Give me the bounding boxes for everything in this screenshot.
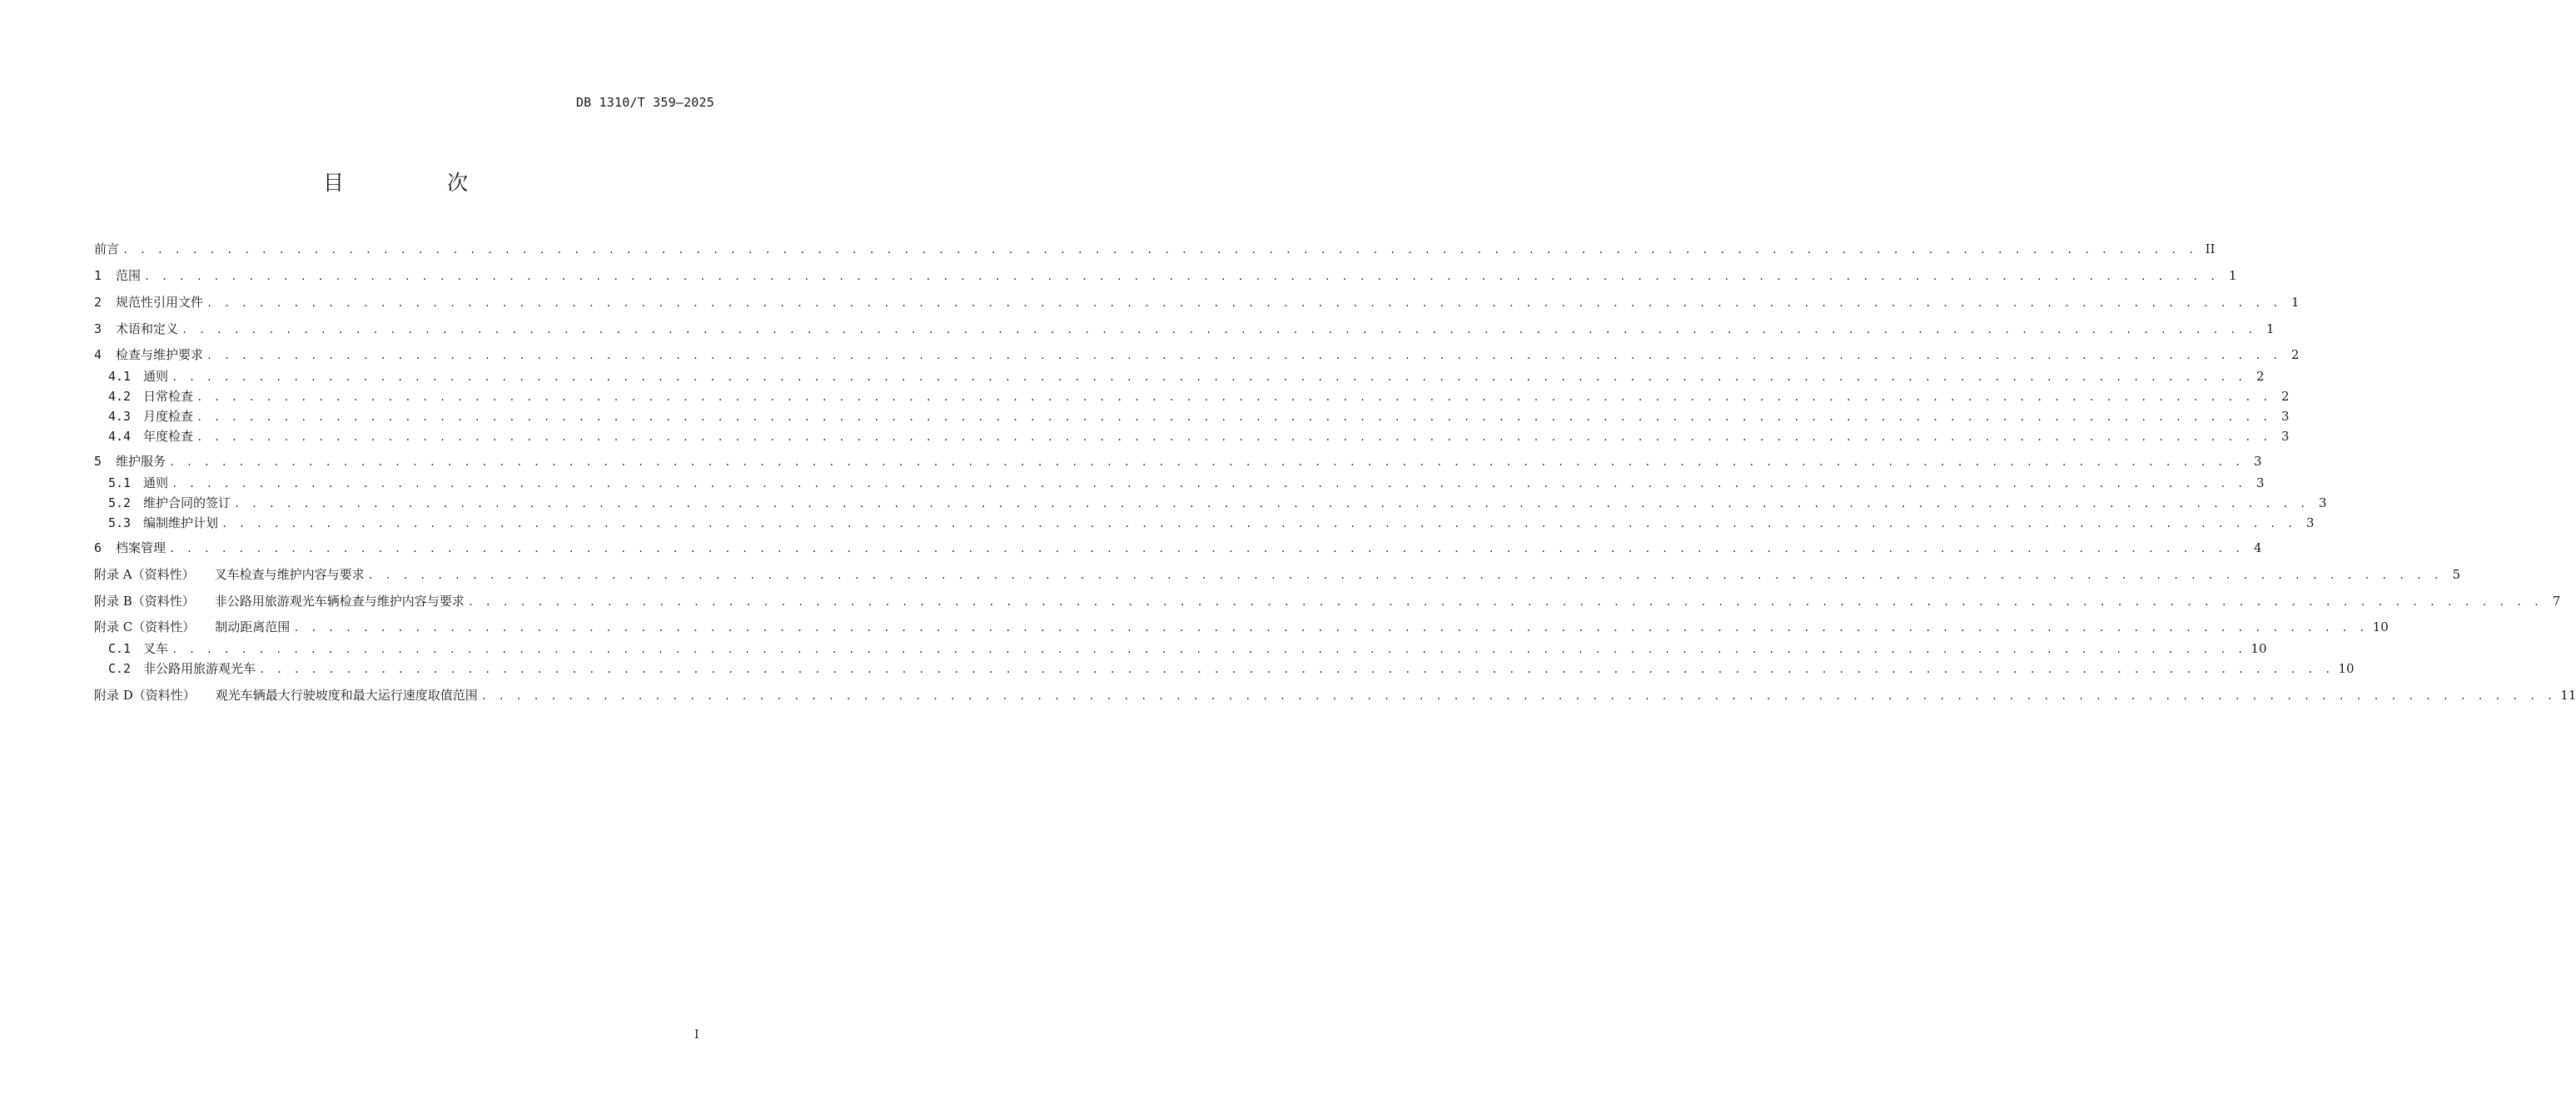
toc-entry[interactable] bbox=[94, 294, 2300, 311]
toc-dot-leader: . . . . . . . . . . . . . . . . . . . . . . . . . . . . . . . . . . . . . . . . . . . . . . . . . . . . . . . . . . . . . . . . . . . . . . . . . . . . . . . . . . . . . . . . . . . . . . . . . . . . . . . . . . . . . . . . . . . . . . . . bbox=[293, 622, 2368, 634]
toc-subentry[interactable] bbox=[108, 495, 2327, 512]
toc-entry-label: 非公路用旅游观光车辆检查与维护内容与要求 bbox=[214, 594, 465, 609]
toc-appendix-prefix: 附录 A（资料性） bbox=[94, 567, 195, 582]
toc-dot-leader: . . . . . . . . . . . . . . . . . . . . . . . . . . . . . . . . . . . . . . . . . . . . . . . . . . . . . . . . . . . . . . . . . . . . . . . . . . . . . . . . . . . . . . . . . . . . . . . . . . . . . . . . . . . . . . . . . . . . . . . . bbox=[169, 543, 2244, 555]
toc-dot-leader: . . . . . . . . . . . . . . . . . . . . . . . . . . . . . . . . . . . . . . . . . . . . . . . . . . . . . . . . . . . . . . . . . . . . . . . . . . . . . . . . . . . . . . . . . . . . . . . . . . . . . . . . . . . . . . . . . . . . . . . . bbox=[480, 690, 2556, 702]
toc-entry-number: 4.4 bbox=[108, 429, 132, 444]
toc-entry-label: 年度检查 bbox=[143, 429, 194, 444]
toc-page-number: 5 bbox=[2452, 567, 2461, 582]
toc-dot-leader: . . . . . . . . . . . . . . . . . . . . . . . . . . . . . . . . . . . . . . . . . . . . . . . . . . . . . . . . . . . . . . . . . . . . . . . . . . . . . . . . . . . . . . . . . . . . . . . . . . . . . . . . . . . . . . . . . . . . . . . . bbox=[206, 297, 2281, 309]
toc-page-number: 1 bbox=[2228, 268, 2237, 283]
toc-entry-label: 检查与维护要求 bbox=[116, 347, 204, 362]
toc-entry-label: 前言 bbox=[94, 241, 120, 256]
toc-page-number: 3 bbox=[2280, 429, 2290, 444]
toc-entry[interactable] bbox=[94, 321, 2275, 338]
toc-dot-leader: . . . . . . . . . . . . . . . . . . . . . . . . . . . . . . . . . . . . . . . . . . . . . . . . . . . . . . . . . . . . . . . . . . . . . . . . . . . . . . . . . . . . . . . . . . . . . . . . . . . . . . . . . . . . . . . . . . . . . . . . bbox=[234, 498, 2309, 510]
toc-entry-label: 维护服务 bbox=[116, 454, 167, 469]
toc-dot-leader: . . . . . . . . . . . . . . . . . . . . . . . . . . . . . . . . . . . . . . . . . . . . . . . . . . . . . . . . . . . . . . . . . . . . . . . . . . . . . . . . . . . . . . . . . . . . . . . . . . . . . . . . . . . . . . . . . . . . . . . . bbox=[367, 569, 2443, 581]
toc-page-number: 3 bbox=[2253, 454, 2262, 469]
toc-dot-leader: . . . . . . . . . . . . . . . . . . . . . . . . . . . . . . . . . . . . . . . . . . . . . . . . . . . . . . . . . . . . . . . . . . . . . . . . . . . . . . . . . . . . . . . . . . . . . . . . . . . . . . . . . . . . . . . . . . . . . . . . bbox=[221, 518, 2296, 530]
toc-subentry[interactable] bbox=[108, 428, 2290, 445]
toc-page-number: 7 bbox=[2552, 594, 2561, 609]
footer-page-number: I bbox=[694, 1028, 699, 1042]
toc-page-number: 1 bbox=[2265, 321, 2275, 336]
toc-entry-label: 术语和定义 bbox=[116, 321, 179, 336]
toc-entry-number: 5 bbox=[94, 454, 102, 469]
toc-entry[interactable] bbox=[94, 241, 2215, 258]
toc-entry-label: 叉车 bbox=[143, 641, 169, 656]
toc-subentry[interactable] bbox=[108, 475, 2265, 492]
toc-subentry[interactable] bbox=[108, 388, 2290, 405]
toc-dot-leader: . . . . . . . . . . . . . . . . . . . . . . . . . . . . . . . . . . . . . . . . . . . . . . . . . . . . . . . . . . . . . . . . . . . . . . . . . . . . . . . . . . . . . . . . . . . . . . . . . . . . . . . . . . . . . . . . . . . . . . . . bbox=[467, 596, 2543, 608]
toc-subentry[interactable] bbox=[108, 368, 2265, 385]
toc-page-number: 2 bbox=[2255, 369, 2265, 384]
toc-page-number: 2 bbox=[2290, 347, 2300, 362]
toc-appendix-entry[interactable] bbox=[94, 593, 2561, 610]
document-code: DB 1310/T 359—2025 bbox=[575, 95, 714, 110]
toc-page-number: 10 bbox=[2338, 661, 2355, 676]
toc-page-number: 4 bbox=[2253, 540, 2262, 555]
toc-entry-label: 非公路用旅游观光车 bbox=[143, 661, 256, 676]
toc-page-number: 1 bbox=[2290, 295, 2300, 310]
toc-entry[interactable] bbox=[94, 267, 2237, 285]
toc-dot-leader: . . . . . . . . . . . . . . . . . . . . . . . . . . . . . . . . . . . . . . . . . . . . . . . . . . . . . . . . . . . . . . . . . . . . . . . . . . . . . . . . . . . . . . . . . . . . . . . . . . . . . . . . . . . . . . . . . . . . . . . . bbox=[172, 371, 2246, 383]
toc-page-number: II bbox=[2205, 241, 2215, 256]
toc-entry-number: 5.3 bbox=[108, 515, 132, 530]
toc-dot-leader: . . . . . . . . . . . . . . . . . . . . . . . . . . . . . . . . . . . . . . . . . . . . . . . . . . . . . . . . . . . . . . . . . . . . . . . . . . . . . . . . . . . . . . . . . . . . . . . . . . . . . . . . . . . . . . . . . . . . . . . . bbox=[196, 391, 2271, 403]
toc-entry-label: 维护合同的签订 bbox=[143, 495, 231, 510]
toc-entry-number: C.1 bbox=[108, 641, 132, 656]
toc-entry-number: 4 bbox=[94, 347, 102, 362]
toc-dot-leader: . . . . . . . . . . . . . . . . . . . . . . . . . . . . . . . . . . . . . . . . . . . . . . . . . . . . . . . . . . . . . . . . . . . . . . . . . . . . . . . . . . . . . . . . . . . . . . . . . . . . . . . . . . . . . . . . . . . . . . . . bbox=[196, 431, 2271, 443]
toc-entry-label: 通则 bbox=[143, 475, 169, 490]
toc-appendix-entry[interactable] bbox=[94, 566, 2461, 584]
toc-entry-number: 3 bbox=[94, 321, 102, 336]
toc-appendix-entry[interactable] bbox=[94, 687, 2576, 704]
toc-subentry[interactable] bbox=[108, 660, 2355, 678]
toc-entry-label: 制动距离范围 bbox=[215, 619, 291, 634]
toc-entry[interactable] bbox=[94, 540, 2262, 557]
toc-page-number: 3 bbox=[2318, 495, 2327, 510]
toc-dot-leader: . . . . . . . . . . . . . . . . . . . . . . . . . . . . . . . . . . . . . . . . . . . . . . . . . . . . . . . . . . . . . . . . . . . . . . . . . . . . . . . . . . . . . . . . . . . . . . . . . . . . . . . . . . . . . . . . . . . . . . . . bbox=[144, 271, 2219, 282]
toc-page-number: 11 bbox=[2560, 688, 2576, 703]
toc-entry-number: C.2 bbox=[108, 661, 132, 676]
toc-title: 目 次 bbox=[323, 171, 516, 195]
toc-entry-label: 观光车辆最大行驶坡度和最大运行速度取值范围 bbox=[215, 688, 478, 703]
toc-entry-label: 叉车检查与维护内容与要求 bbox=[214, 567, 365, 582]
toc-dot-leader: . . . . . . . . . . . . . . . . . . . . . . . . . . . . . . . . . . . . . . . . . . . . . . . . . . . . . . . . . . . . . . . . . . . . . . . . . . . . . . . . . . . . . . . . . . . . . . . . . . . . . . . . . . . . . . . . . . . . . . . . bbox=[169, 456, 2244, 468]
toc-entry-number: 4.2 bbox=[108, 389, 132, 404]
toc-entry-label: 规范性引用文件 bbox=[116, 295, 204, 310]
toc-entry-number: 5.1 bbox=[108, 475, 132, 490]
toc-dot-leader: . . . . . . . . . . . . . . . . . . . . . . . . . . . . . . . . . . . . . . . . . . . . . . . . . . . . . . . . . . . . . . . . . . . . . . . . . . . . . . . . . . . . . . . . . . . . . . . . . . . . . . . . . . . . . . . . . . . . . . . . bbox=[259, 664, 2334, 675]
toc-subentry[interactable] bbox=[108, 515, 2315, 532]
toc-entry-label: 范围 bbox=[116, 268, 142, 283]
toc-page-number: 3 bbox=[2280, 409, 2290, 424]
toc-appendix-prefix: 附录 D（资料性） bbox=[94, 688, 196, 703]
toc-entry-label: 编制维护计划 bbox=[143, 515, 219, 530]
toc-entry-number: 5.2 bbox=[108, 495, 132, 510]
toc-entry[interactable] bbox=[94, 453, 2262, 470]
toc-entry-label: 档案管理 bbox=[116, 540, 167, 555]
toc-dot-leader: . . . . . . . . . . . . . . . . . . . . . . . . . . . . . . . . . . . . . . . . . . . . . . . . . . . . . . . . . . . . . . . . . . . . . . . . . . . . . . . . . . . . . . . . . . . . . . . . . . . . . . . . . . . . . . . . . . . . . . . . bbox=[172, 644, 2246, 655]
toc-appendix-entry[interactable] bbox=[94, 619, 2389, 636]
toc-entry-number: 4.1 bbox=[108, 369, 132, 384]
toc-appendix-prefix: 附录 C（资料性） bbox=[94, 619, 196, 634]
toc-entry-label: 日常检查 bbox=[143, 389, 194, 404]
toc-subentry[interactable] bbox=[108, 408, 2290, 425]
toc-dot-leader: . . . . . . . . . . . . . . . . . . . . . . . . . . . . . . . . . . . . . . . . . . . . . . . . . . . . . . . . . . . . . . . . . . . . . . . . . . . . . . . . . . . . . . . . . . . . . . . . . . . . . . . . . . . . . . . . . . . . . . . . bbox=[182, 324, 2256, 336]
toc-appendix-prefix: 附录 B（资料性） bbox=[94, 594, 195, 609]
toc-entry-label: 通则 bbox=[143, 369, 169, 384]
toc-dot-leader: . . . . . . . . . . . . . . . . . . . . . . . . . . . . . . . . . . . . . . . . . . . . . . . . . . . . . . . . . . . . . . . . . . . . . . . . . . . . . . . . . . . . . . . . . . . . . . . . . . . . . . . . . . . . . . . . . . . . . . . . bbox=[196, 411, 2271, 423]
toc-page-number: 3 bbox=[2305, 515, 2315, 530]
toc-dot-leader: . . . . . . . . . . . . . . . . . . . . . . . . . . . . . . . . . . . . . . . . . . . . . . . . . . . . . . . . . . . . . . . . . . . . . . . . . . . . . . . . . . . . . . . . . . . . . . . . . . . . . . . . . . . . . . . . . . . . . . . . bbox=[206, 350, 2281, 361]
toc-entry-number: 6 bbox=[94, 540, 102, 555]
toc-entry-number: 1 bbox=[94, 268, 102, 283]
toc-subentry[interactable] bbox=[108, 640, 2267, 658]
toc-dot-leader: . . . . . . . . . . . . . . . . . . . . . . . . . . . . . . . . . . . . . . . . . . . . . . . . . . . . . . . . . . . . . . . . . . . . . . . . . . . . . . . . . . . . . . . . . . . . . . . . . . . . . . . . . . . . . . . . . . . . . . . . bbox=[172, 478, 2246, 490]
toc-page-number: 3 bbox=[2255, 475, 2265, 490]
toc-page-number: 2 bbox=[2280, 389, 2290, 404]
toc-entry-number: 4.3 bbox=[108, 409, 132, 424]
toc-entry[interactable] bbox=[94, 346, 2300, 364]
toc-entry-label: 月度检查 bbox=[143, 409, 194, 424]
toc-entry-number: 2 bbox=[94, 295, 102, 310]
toc-dot-leader: . . . . . . . . . . . . . . . . . . . . . . . . . . . . . . . . . . . . . . . . . . . . . . . . . . . . . . . . . . . . . . . . . . . . . . . . . . . . . . . . . . . . . . . . . . . . . . . . . . . . . . . . . . . . . . . . . . . . . . . . bbox=[122, 244, 2197, 256]
toc-page-number: 10 bbox=[2250, 641, 2267, 656]
toc-page-number: 10 bbox=[2372, 619, 2389, 634]
